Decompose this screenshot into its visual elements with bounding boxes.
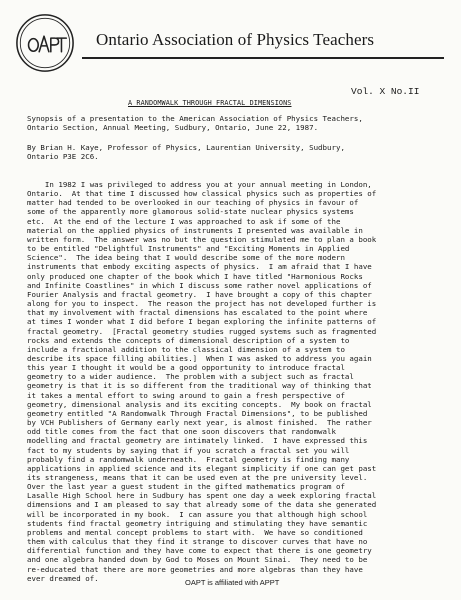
- article-title: A RANDOMWALK THROUGH FRACTAL DIMENSIONS: [128, 99, 292, 107]
- oapt-logo: [14, 12, 76, 74]
- article-body: In 1982 I was privileged to address you at your annual meeting in London, Ontario. At that time I discussed how classical physics such as properties of matter had tended to be overlooked in our teaching of physics in favour of some of the apparently more glamorous solid-state nuclear physics systems etc. At the end of the lecture I was approached to ask if some of the material on the applied physics of instruments I presented was available in written form. The answer was no but the question stimulated me to plan a book to be entitled "Delightful Instruments" and "Exciting Moments in Applied Science". The idea being that I would describe some of the more modern instruments that embody exciting aspects of physics. I am afraid that I have only produced one chapter of the book which I have titled "Harmonious Rocks and Infinite Coastlines" in which I discuss some rather novel applications of Fourier Analysis and fractal geometry. I have brought a copy of this chapter along for you to inspect. The reason the project has not developed further is that my involvement with fractal dimensions has escalated to the point where at times I wonder what I did before I began exploring the infinite patterns of fractal geometry. [Fractal geometry studies rugged systems such as fragmented rocks and extends the concepts of dimensional description of a system to include a fractional addition to the classical dimension of a system to describe its space filling abilities.] When I was asked to address you again this year I thought it would be a good opportunity to introduce fractal geometry to a wider audience. The problem with a subject such as fractal geometry is that it is so different from the traditional way of thinking that it takes a mental effort to swing around to gain a fresh perspective of geometry, dimensional analysis and its exciting concepts. My book on fractal geometry entitled "A Randomwalk Through Fractal Dimensions", to be published by VCH Publishers of Germany early next year, is almost finished. The rather odd title comes from the fact that one soon discovers that randomwalk modelling and fractal geometry are intimately linked. I have expressed this fact to my students by saying that if you scratch a fractal set you will probably find a randomwalk underneath. Fractal geometry is finding many applications in applied science and its elegant simplicity if one can get past its strangeness, means that it can be used even at the pre university level. Over the last year a guest student in the gifted mathematics program of Lasalle High School here in Sudbury has spent one day a week exploring fractal dimensions and I am pleased to say that already some of the data she generated will be incorporated in my book. I can assure you that although high school students find fractal geometry intriguing and stimulating they have semantic problems and mental concept problems to start with. We have so conditioned them with calculus that they find it strange to discover curves that have no differential function and they have come to expect that there is one geometry and one algebra handed down by God to Moses on Mount Sinai. They need to be re-educated that there are more geometries and more algebras than they have ever dreamed of.: [27, 180, 377, 583]
- organization-title: Ontario Association of Physics Teachers: [96, 30, 375, 49]
- affiliation-footer: OAPT is affiliated with APPT: [185, 578, 280, 587]
- volume-number: Vol. X No.II: [351, 86, 420, 97]
- author-byline: By Brian H. Kaye, Professor of Physics, Laurentian University, Sudbury, Ontario P3E 2C6.: [27, 143, 345, 162]
- header-rule: [82, 57, 444, 59]
- synopsis-paragraph: Synopsis of a presentation to the American Association of Physics Teachers, Ontario Section, Annual Meeting, Sudbury, Ontario, June 22, 1987.: [27, 114, 363, 133]
